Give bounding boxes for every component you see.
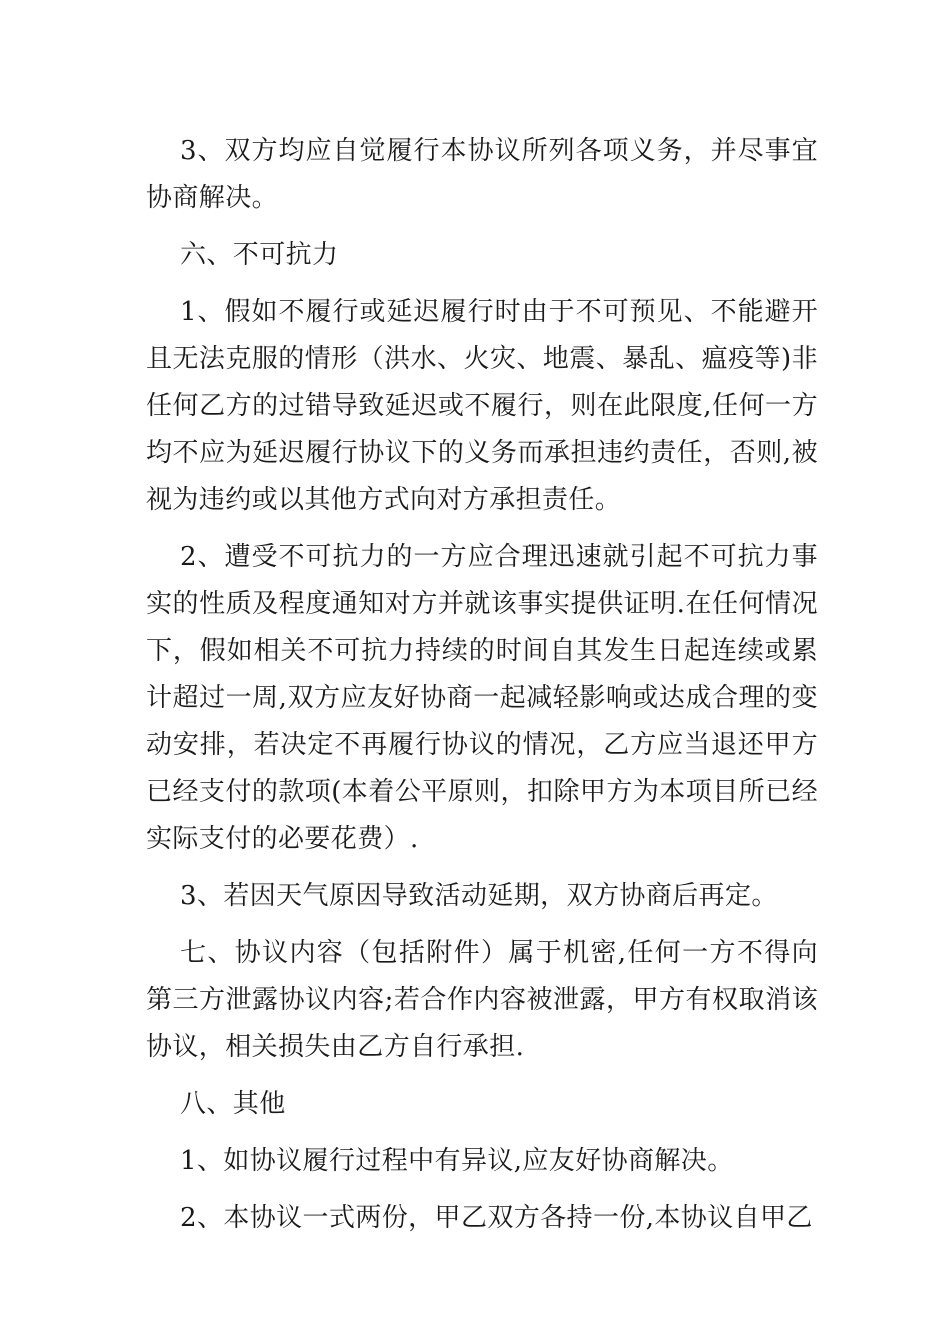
clause-paragraph: 1、假如不履行或延迟履行时由于不可预见、不能避开且无法克服的情形（洪水、火灾、地震、暴乱、瘟疫等)非任何乙方的过错导致延迟或不履行，则在此限度,任何一方均不应为延迟履行协议下的义务而承担违约责任，否则,被视为违约或以其他方式向对方承担责任。 [146, 297, 818, 515]
section-heading: 八、其他 [180, 1089, 286, 1119]
clause-paragraph: 3、若因天气原因导致活动延期，双方协商后再定。 [180, 881, 778, 911]
clause-paragraph: 1、如协议履行过程中有异议,应友好协商解决。 [180, 1146, 734, 1176]
clause-paragraph: 3、双方均应自觉履行本协议所列各项义务，并尽事宜协商解决。 [146, 136, 818, 213]
section-paragraph: 七、协议内容（包括附件）属于机密,任何一方不得向第三方泄露协议内容;若合作内容被泄露，甲方有权取消该协议，相关损失由乙方自行承担. [146, 938, 818, 1062]
clause-paragraph: 2、遭受不可抗力的一方应合理迅速就引起不可抗力事实的性质及程度通知对方并就该事实提供证明.在任何情况下，假如相关不可抗力持续的时间自其发生日起连续或累计超过一周,双方应友好协商一起减轻影响或达成合理的变动安排，若决定不再履行协议的情况，乙方应当退还甲方已经支付的款项(本着公平原则，扣除甲方为本项目所已经实际支付的必要花费）. [146, 542, 818, 854]
document-body [146, 128, 818, 1252]
clause-paragraph: 2、本协议一式两份，甲乙双方各持一份,本协议自甲乙 [180, 1203, 813, 1233]
section-heading: 六、不可抗力 [180, 240, 339, 270]
